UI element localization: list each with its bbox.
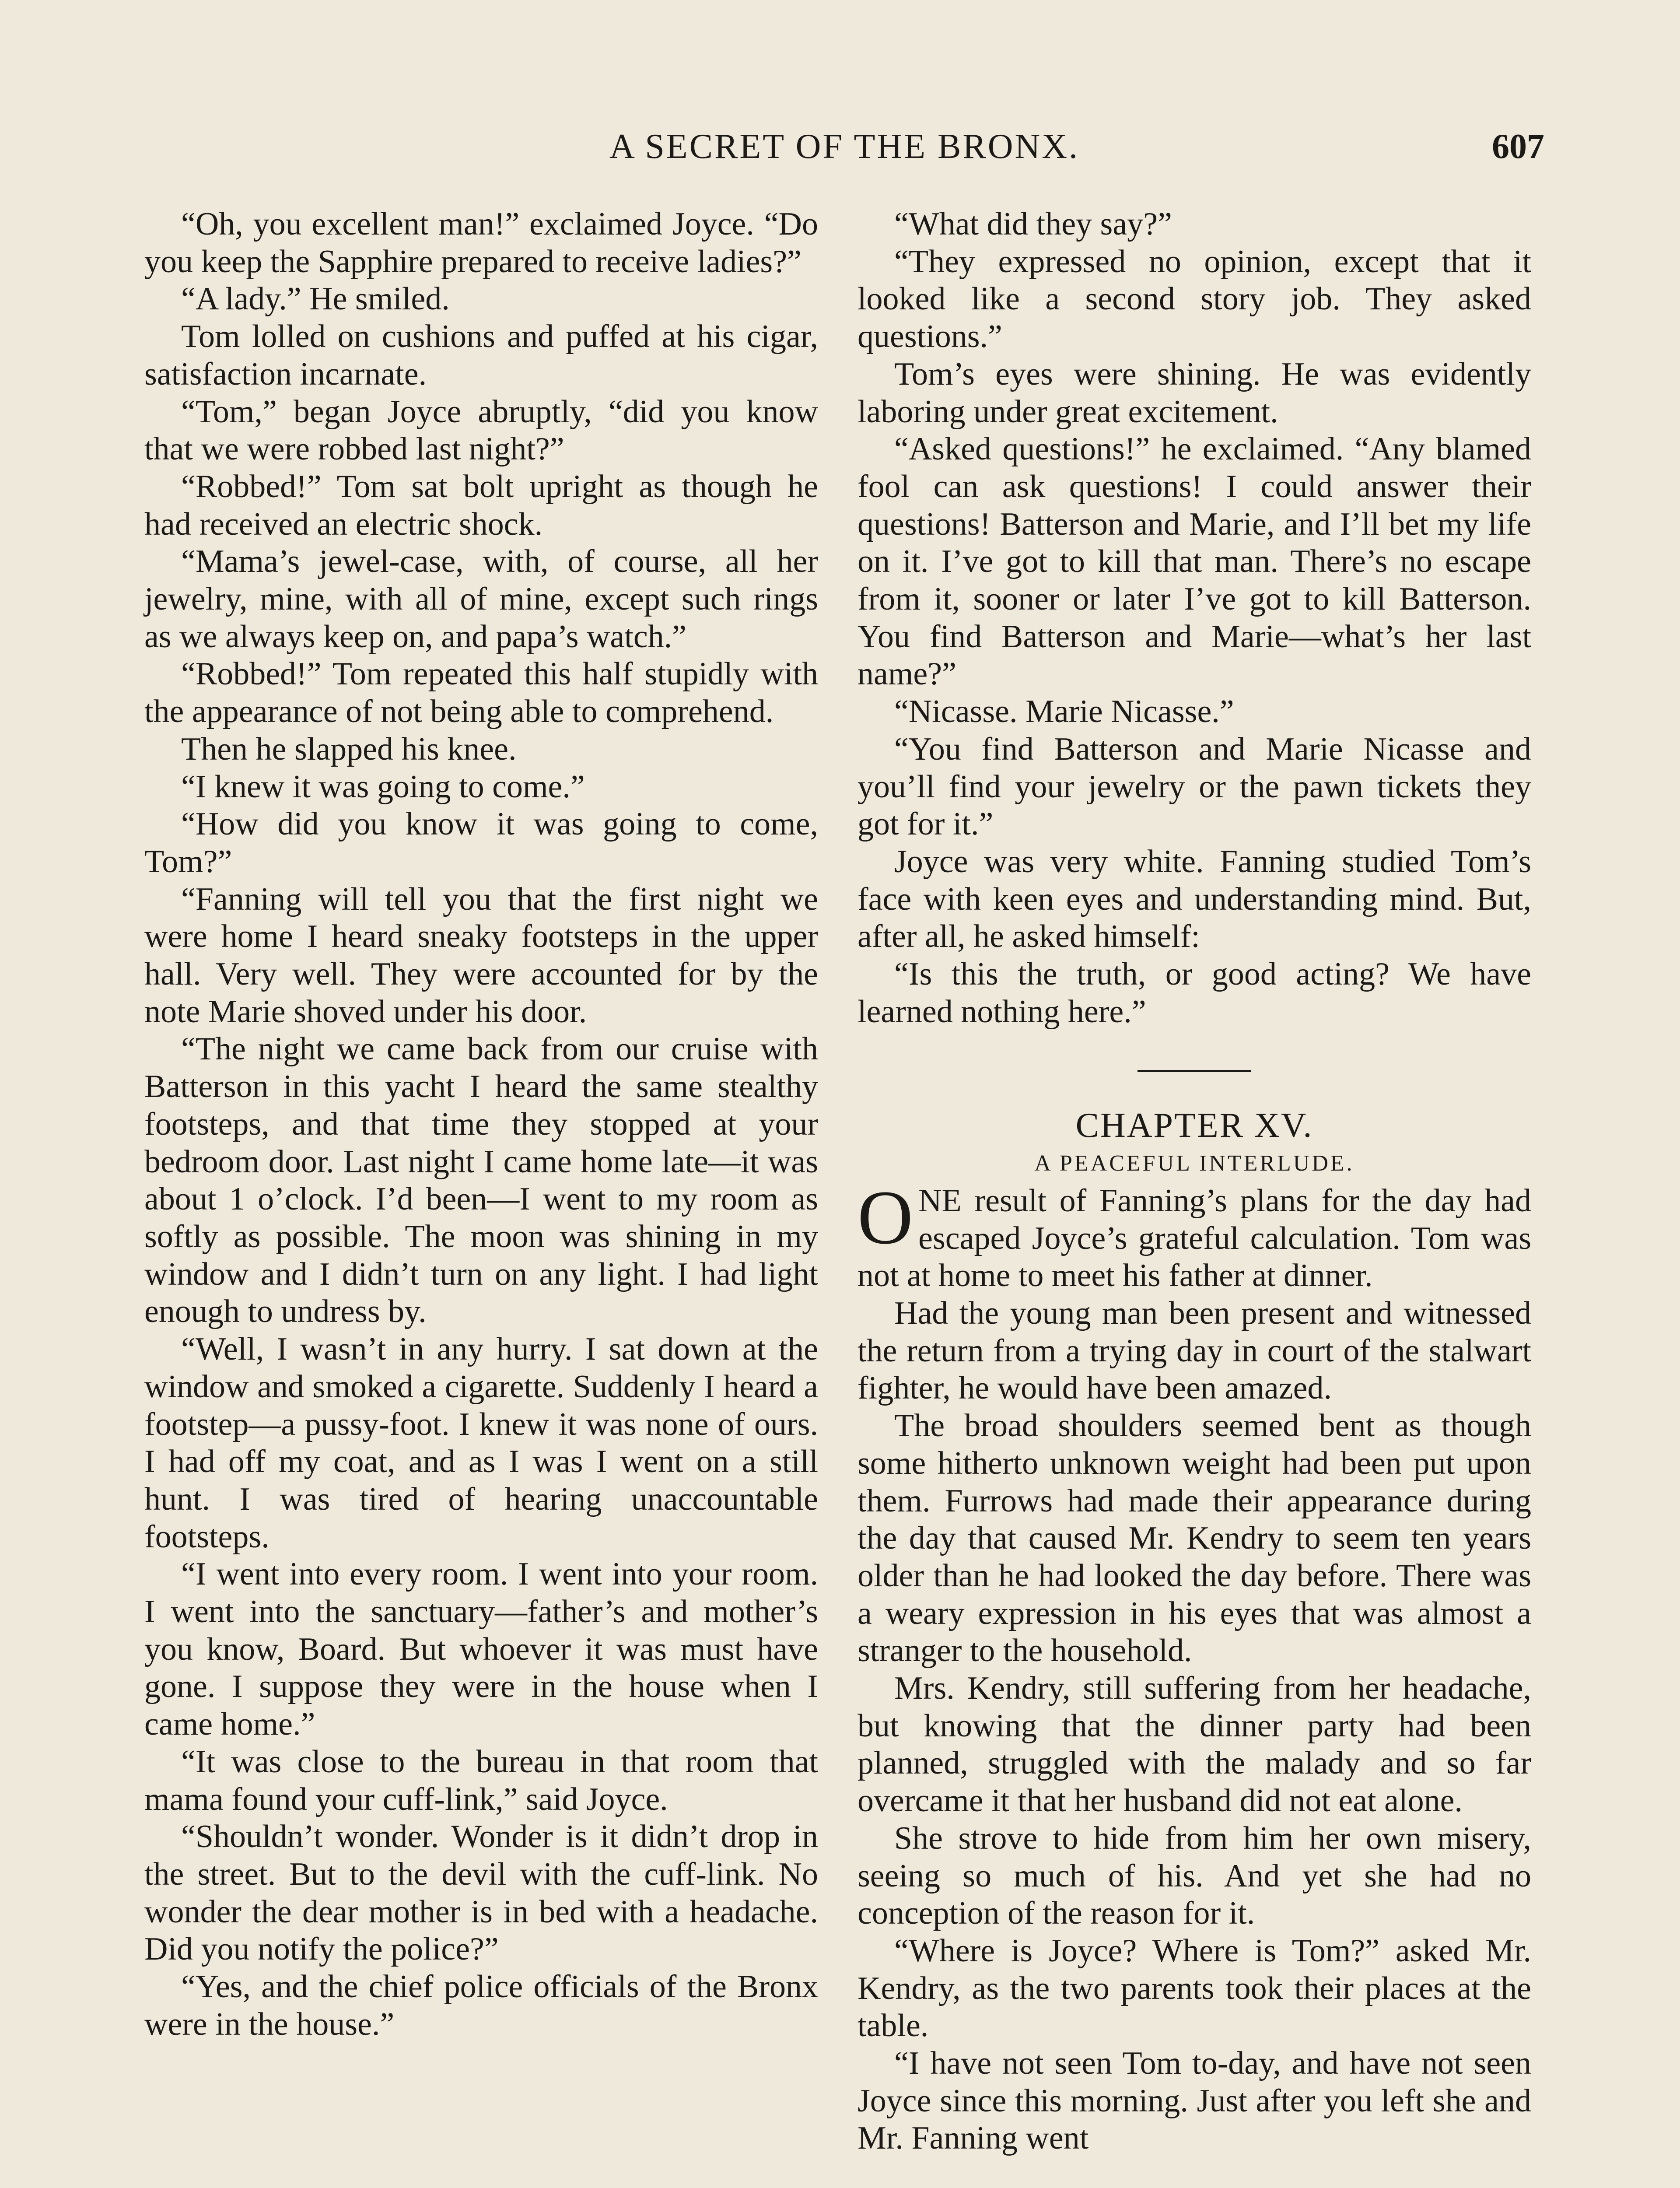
paragraph: “Is this the truth, or good acting? We have learned nothing here.” [858,956,1531,1030]
paragraph: “Nicasse. Marie Nicasse.” [894,694,1234,730]
paragraph: She strove to hide from him her own misery, seeing so much of his. And yet she had no conception of the reason for it. [858,1820,1531,1932]
right-column [858,206,1531,2157]
paragraph: “Mama’s jewel-case, with, of course, all her jewelry, mine, with all of mine, except such rings as we always keep on, and papa’s watch.” [144,543,818,655]
paragraph: “You find Batterson and Marie Nicasse and you’ll find your jewelry or the pawn tickets they got for it.” [858,731,1531,842]
paragraph: “Fanning will tell you that the first night we were home I heard sneaky footsteps in the upper hall. Very well. They were accounted for by the note Marie shoved under his door. [144,881,818,1030]
paragraph: The broad shoulders seemed bent as though some hitherto unknown weight had been put upon them. Furrows had made their appearance during the day that caused Mr. Kendry to seem ten years older than he had looked the day before. There was a weary expression in his eyes that was almost a stranger to the household. [858,1408,1531,1669]
paragraph: “I have not seen Tom to-day, and have not seen Joyce since this morning. Just after you left she and Mr. Fanning went [858,2045,1531,2156]
chapter-title: CHAPTER XV. [1075,1106,1313,1145]
running-head [144,127,1544,175]
paragraph: Had the young man been present and witnessed the return from a trying day in court of the stalwart fighter, he would have been amazed. [858,1295,1531,1406]
chapter-divider [1138,1070,1251,1072]
paragraph: “Robbed!” Tom sat bolt upright as though he had received an electric shock. [144,468,818,542]
paragraph: “Tom,” began Joyce abruptly, “did you know that we were robbed last night?” [144,393,818,467]
running-title: A SECRET OF THE BRONX. [609,127,1080,166]
paragraph: “The night we came back from our cruise with Batterson in this yacht I heard the same stealthy footsteps, and that time they stopped at your bedroom door. Last night I came home late—it was about 1 o’clock. I’d been—I went to my room as softly as possible. The moon was shining in my window and I didn’t turn on any light. I had light enough to undress by. [144,1031,818,1330]
paragraph: “Robbed!” Tom repeated this half stupidly with the appearance of not being able to comprehend. [144,656,818,730]
paragraph: Tom lolled on cushions and puffed at his cigar, satisfaction incarnate. [144,319,818,392]
chapter-subtitle: A PEACEFUL INTERLUDE. [1034,1151,1354,1176]
paragraph: “I knew it was going to come.” [181,768,585,805]
paragraph: “Asked questions!” he exclaimed. “Any blamed fool can ask questions! I could answer their questions! Batterson and Marie, and I’ll bet my life on it. I’ve got to kill that man. There’s no escape from it, sooner or later I’ve got to kill Batterson. You find Batterson and Marie—what’s her last name?” [858,431,1531,692]
drop-cap: O [858,1175,914,1260]
paragraph: Tom’s eyes were shining. He was evidently laboring under great excitement. [858,356,1531,430]
paragraph: “They expressed no opinion, except that it looked like a second story job. They asked questions.” [858,243,1531,355]
paragraph: “How did you know it was going to come, Tom?” [144,806,818,880]
opening-text: NE result of Fanning’s plans for the day had escaped Joyce’s grateful calculation. Tom was not at home to meet his father at dinner. [858,1182,1531,1294]
chapter-opening-paragraph [858,1175,1531,1295]
left-column [144,206,818,2043]
paragraph: Then he slapped his knee. [181,731,517,767]
paragraph: “I went into every room. I went into your room. I went into the sanctuary—father’s and mother’s you know, Board. But whoever it was must have gone. I suppose they were in the house when I came home.” [144,1556,818,1743]
paragraph: “What did they say?” [894,206,1172,242]
paragraph: “Oh, you excellent man!” exclaimed Joyce. “Do you keep the Sapphire prepared to receive ladies?” [144,206,818,280]
paragraph: “Where is Joyce? Where is Tom?” asked Mr. Kendry, as the two parents took their places at the table. [858,1932,1531,2044]
paragraph: “Shouldn’t wonder. Wonder is it didn’t drop in the street. But to the devil with the cuff-link. No wonder the dear mother is in bed with a headache. Did you notify the police?” [144,1819,818,1967]
paragraph: “A lady.” He smiled. [181,281,450,317]
page-number: 607 [1492,127,1544,166]
paragraph: “It was close to the bureau in that room that mama found your cuff-link,” said Joyce. [144,1743,818,1817]
paragraph: “Well, I wasn’t in any hurry. I sat down at the window and smoked a cigarette. Suddenly I heard a footstep—a pussy-foot. I knew it was none of ours. I had off my coat, and as I was I went on a still hunt. I was tired of hearing unaccountable footsteps. [144,1331,818,1555]
paragraph: Mrs. Kendry, still suffering from her headache, but knowing that the dinner party had been planned, struggled with the malady and so far overcame it that her husband did not eat alone. [858,1670,1531,1819]
paragraph: Joyce was very white. Fanning studied Tom’s face with keen eyes and understanding mind. But, after all, he asked himself: [858,843,1531,955]
paragraph: “Yes, and the chief police officials of the Bronx were in the house.” [144,1969,818,2042]
